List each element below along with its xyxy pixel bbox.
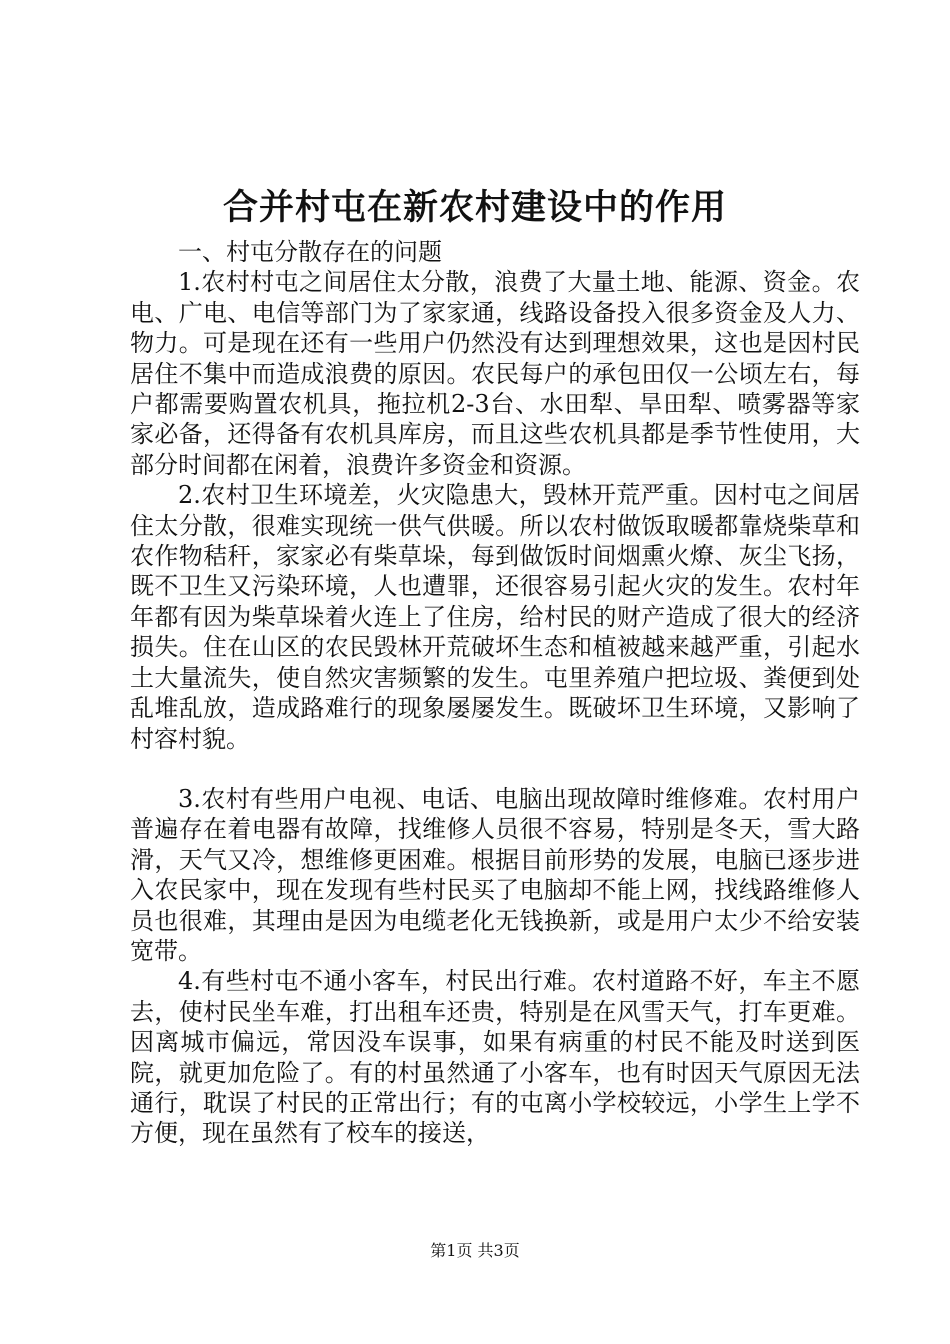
document-body — [130, 237, 860, 1149]
paragraph: 3.农村有些用户电视、电话、电脑出现故障时维修难。农村用户普遍存在着电器有故障，找维修人员很不容易，特别是冬天，雪大路滑，天气又冷，想维修更困难。根据目前形势的发展，电脑已逐步进入农民家中，现在发现有些村民买了电脑却不能上网，找线路维修人员也很难，其理由是因为电缆老化无钱换新，或是用户太少不给安装宽带。 — [130, 784, 860, 965]
page-footer: 第1页 共3页 — [430, 1241, 520, 1260]
document-title: 合并村屯在新农村建设中的作用 — [222, 187, 727, 228]
paragraph: 1.农村村屯之间居住太分散，浪费了大量土地、能源、资金。农电、广电、电信等部门为了家家通，线路设备投入很多资金及人力、物力。可是现在还有一些用户仍然没有达到理想效果，这也是因村民居住不集中而造成浪费的原因。农民每户的承包田仅一公顷左右，每户都需要购置农机具，拖拉机2-3台、水田犁、旱田犁、喷雾器等家家必备，还得备有农机具库房，而且这些农机具都是季节性使用，大部分时间都在闲着，浪费许多资金和资源。 — [130, 268, 860, 479]
paragraph: 2.农村卫生环境差，火灾隐患大，毁林开荒严重。因村屯之间居住太分散，很难实现统一供气供暖。所以农村做饭取暖都靠烧柴草和农作物秸秆，家家必有柴草垛，每到做饭时间烟熏火燎、灰尘飞扬，既不卫生又污染环境，人也遭罪，还很容易引起火灾的发生。农村年年都有因为柴草垛着火连上了住房，给村民的财产造成了很大的经济损失。住在山区的农民毁林开荒破坏生态和植被越来越严重，引起水土大量流失，使自然灾害频繁的发生。屯里养殖户把垃圾、粪便到处乱堆乱放，造成路难行的现象屡屡发生。既破坏卫生环境，又影响了村容村貌。 — [130, 481, 860, 753]
section-heading: 一、村屯分散存在的问题 — [178, 238, 442, 266]
paragraph: 4.有些村屯不通小客车，村民出行难。农村道路不好，车主不愿去，使村民坐车难，打出租车还贵，特别是在风雪天气，打车更难。因离城市偏远，常因没车误事，如果有病重的村民不能及时送到医院，就更加危险了。有的村虽然通了小客车，也有时因天气原因无法通行，耽误了村民的正常出行；有的屯离小学校较远，小学生上学不方便，现在虽然有了校车的接送， — [130, 967, 860, 1148]
